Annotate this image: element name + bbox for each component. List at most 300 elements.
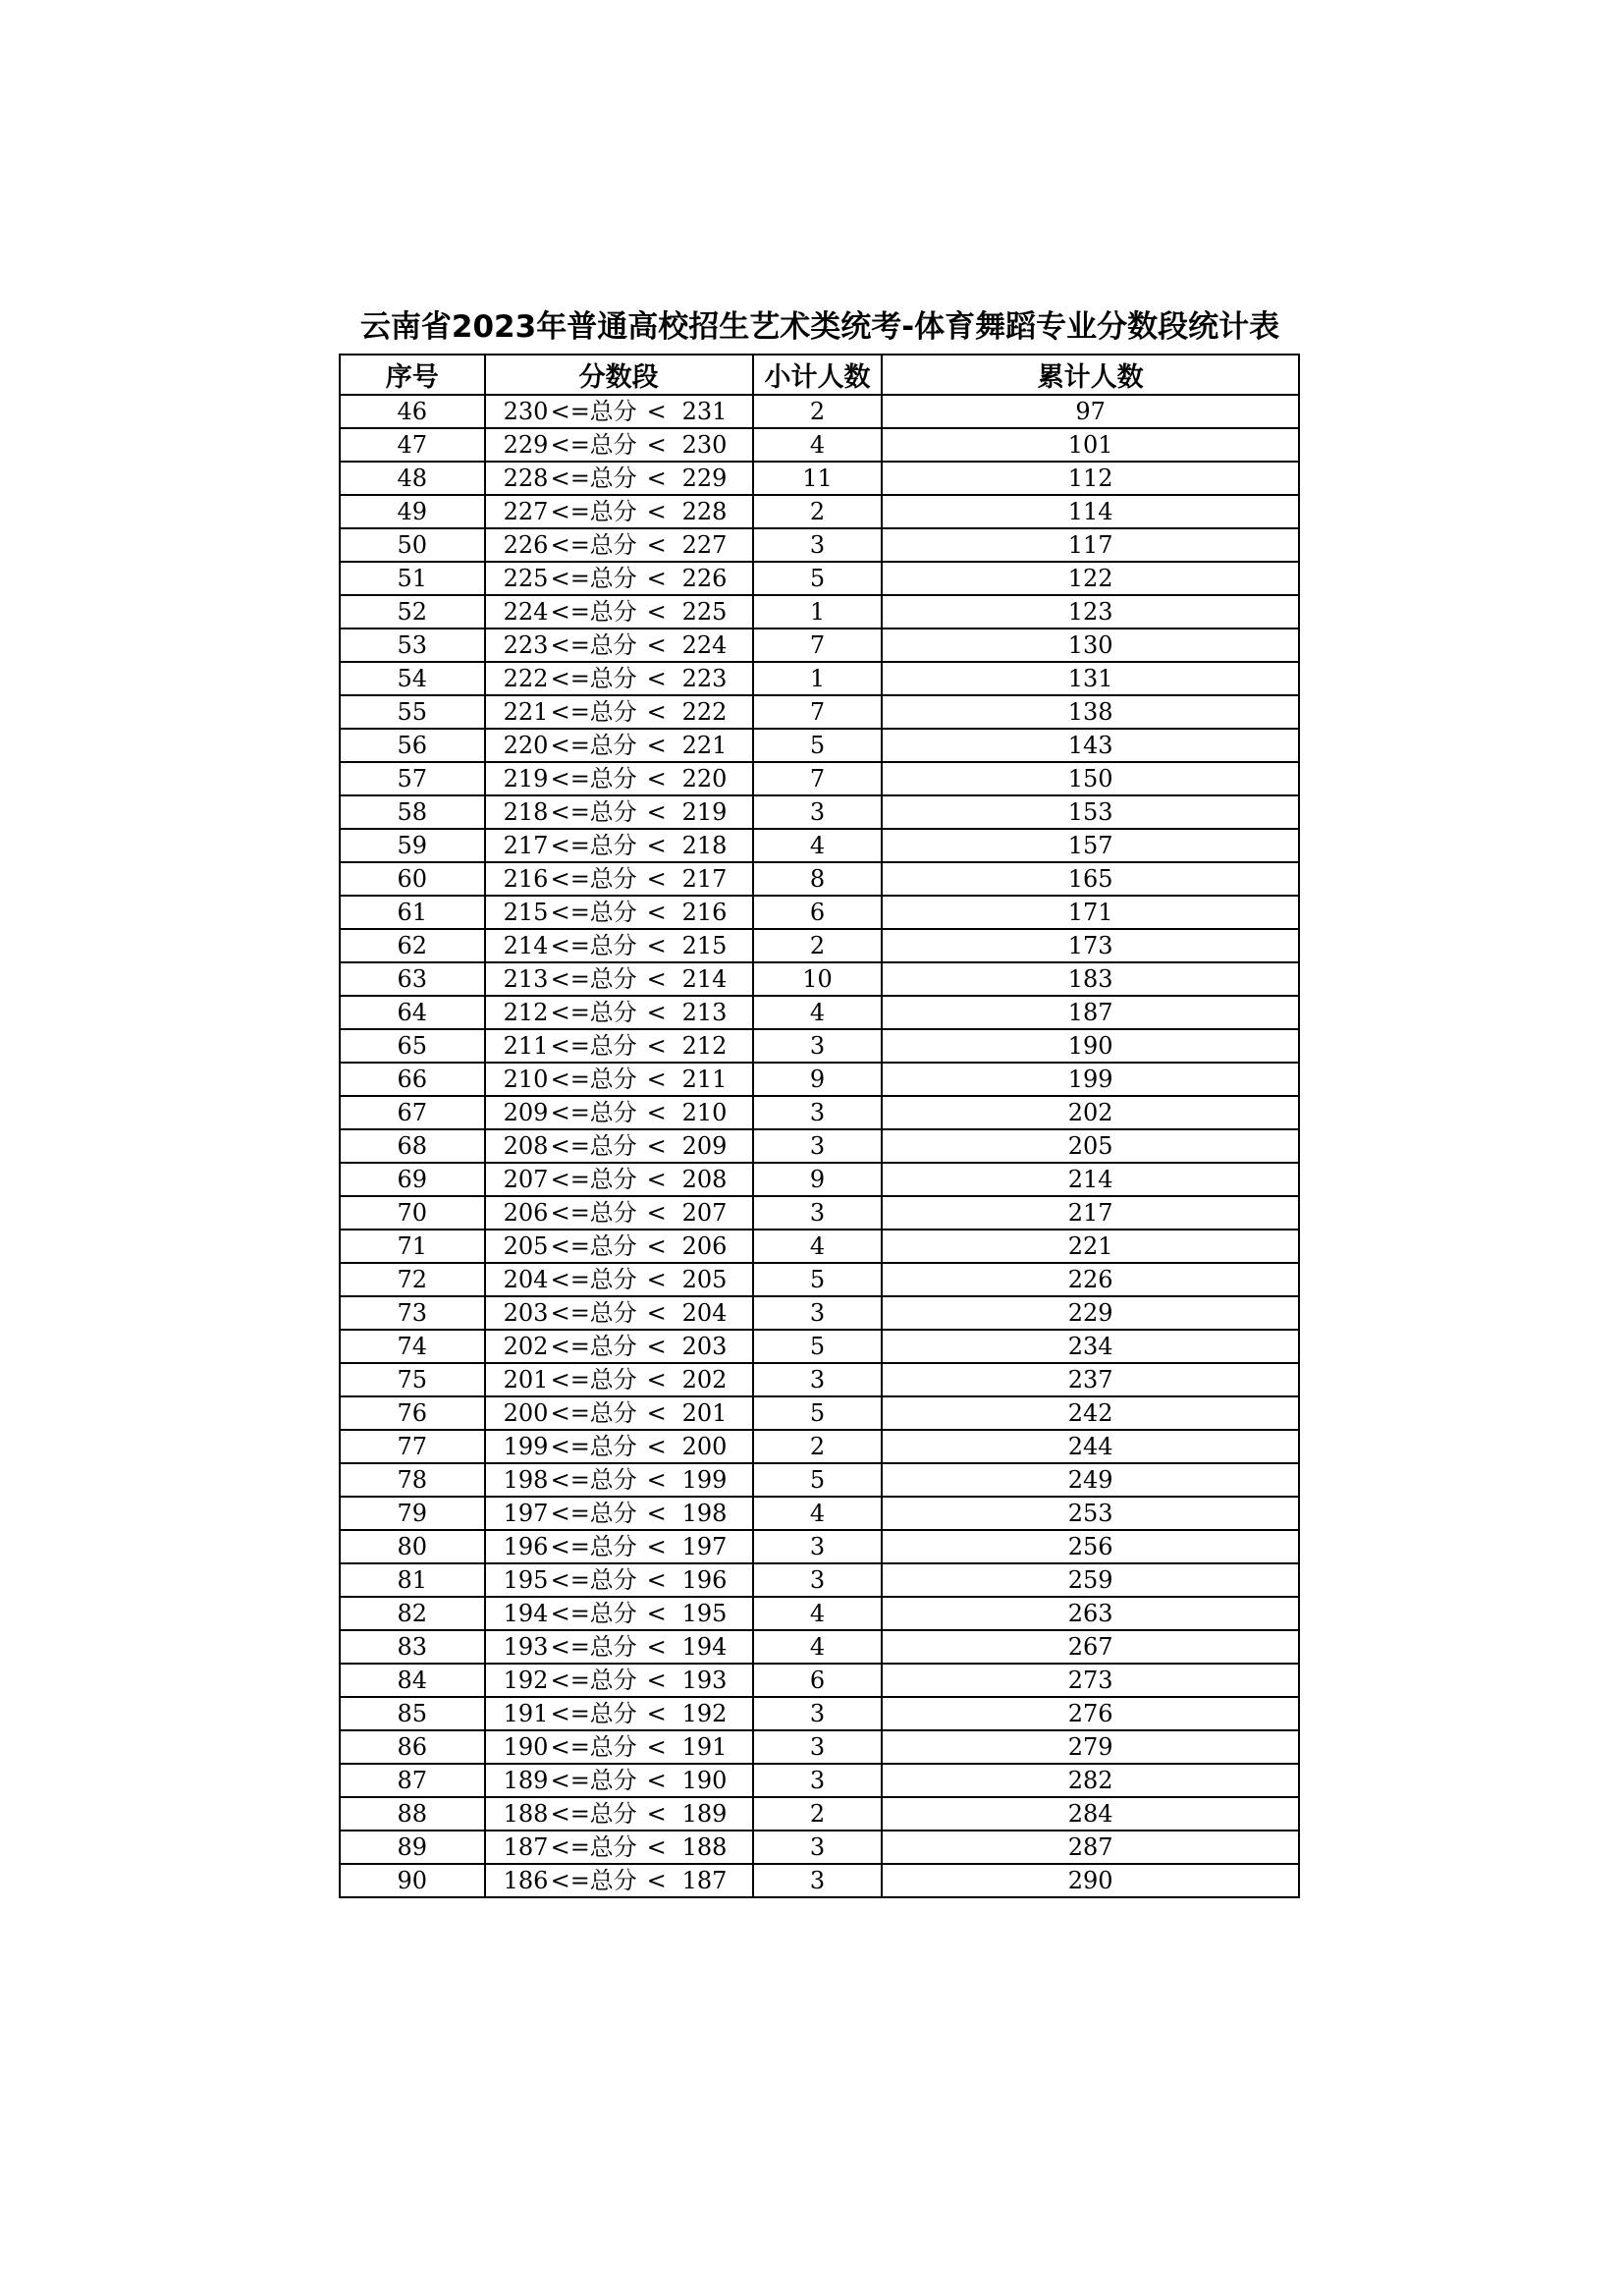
range-label: 总分 xyxy=(589,1066,637,1093)
row-subtotal: 3 xyxy=(753,1764,883,1797)
row-cumulative: 259 xyxy=(882,1563,1299,1597)
row-seq: 87 xyxy=(340,1764,485,1797)
row-seq: 88 xyxy=(340,1797,485,1831)
table-row xyxy=(340,562,1299,595)
row-subtotal: 1 xyxy=(753,595,883,629)
range-op-ge: <= xyxy=(550,565,590,592)
range-op-lt: < xyxy=(646,899,667,926)
row-cumulative: 114 xyxy=(882,495,1299,528)
row-seq: 46 xyxy=(340,395,485,428)
range-lower: 228 xyxy=(503,465,549,492)
row-cumulative: 237 xyxy=(882,1363,1299,1396)
range-lower: 199 xyxy=(503,1433,549,1460)
table-body xyxy=(340,395,1299,1897)
range-upper: 214 xyxy=(681,965,728,993)
range-label: 总分 xyxy=(589,1032,637,1060)
range-lower: 227 xyxy=(503,498,549,525)
range-label: 总分 xyxy=(589,1700,637,1727)
row-score-range xyxy=(485,1563,753,1597)
row-subtotal: 5 xyxy=(753,729,883,762)
table-row xyxy=(340,1029,1299,1063)
range-lower: 210 xyxy=(503,1066,549,1093)
range-upper: 189 xyxy=(681,1800,728,1828)
row-score-range xyxy=(485,629,753,662)
header-cumulative: 累计人数 xyxy=(882,355,1299,395)
range-op-ge: <= xyxy=(550,1667,590,1694)
range-label: 总分 xyxy=(589,1633,637,1661)
range-lower: 203 xyxy=(503,1299,549,1327)
range-op-ge: <= xyxy=(550,665,590,692)
range-op-ge: <= xyxy=(550,1733,590,1761)
row-cumulative: 279 xyxy=(882,1730,1299,1764)
row-cumulative: 205 xyxy=(882,1129,1299,1163)
range-op-ge: <= xyxy=(550,465,590,492)
range-op-ge: <= xyxy=(550,698,590,726)
row-cumulative: 199 xyxy=(882,1063,1299,1096)
row-seq: 76 xyxy=(340,1396,485,1430)
table-row xyxy=(340,595,1299,629)
range-lower: 192 xyxy=(503,1667,549,1694)
range-lower: 196 xyxy=(503,1533,549,1560)
row-seq: 89 xyxy=(340,1831,485,1864)
row-seq: 86 xyxy=(340,1730,485,1764)
range-upper: 224 xyxy=(681,631,728,659)
row-seq: 82 xyxy=(340,1597,485,1630)
row-score-range xyxy=(485,1129,753,1163)
table-row xyxy=(340,1831,1299,1864)
table-row xyxy=(340,1730,1299,1764)
header-subtotal: 小计人数 xyxy=(753,355,883,395)
row-score-range xyxy=(485,1396,753,1430)
range-label: 总分 xyxy=(589,1800,637,1828)
range-lower: 208 xyxy=(503,1132,549,1160)
range-op-lt: < xyxy=(646,1266,667,1293)
table-row xyxy=(340,1129,1299,1163)
range-op-lt: < xyxy=(646,1533,667,1560)
row-subtotal: 3 xyxy=(753,1296,883,1330)
range-upper: 199 xyxy=(681,1466,728,1494)
range-label: 总分 xyxy=(589,1466,637,1494)
range-lower: 216 xyxy=(503,865,549,893)
table-row xyxy=(340,1597,1299,1630)
row-subtotal: 4 xyxy=(753,1597,883,1630)
range-op-ge: <= xyxy=(550,1500,590,1527)
row-cumulative: 202 xyxy=(882,1096,1299,1129)
range-lower: 201 xyxy=(503,1366,549,1394)
row-score-range xyxy=(485,595,753,629)
score-distribution-table xyxy=(339,354,1300,1898)
row-seq: 61 xyxy=(340,896,485,929)
row-seq: 66 xyxy=(340,1063,485,1096)
row-subtotal: 9 xyxy=(753,1163,883,1196)
row-subtotal: 5 xyxy=(753,1330,883,1363)
row-subtotal: 2 xyxy=(753,395,883,428)
range-label: 总分 xyxy=(589,1867,637,1894)
table-row xyxy=(340,1296,1299,1330)
row-cumulative: 234 xyxy=(882,1330,1299,1363)
range-op-ge: <= xyxy=(550,798,590,826)
table-row xyxy=(340,629,1299,662)
range-lower: 189 xyxy=(503,1767,549,1794)
range-op-ge: <= xyxy=(550,1466,590,1494)
row-score-range xyxy=(485,1430,753,1463)
row-cumulative: 263 xyxy=(882,1597,1299,1630)
row-subtotal: 3 xyxy=(753,1196,883,1230)
row-cumulative: 153 xyxy=(882,795,1299,829)
range-upper: 228 xyxy=(681,498,728,525)
range-lower: 209 xyxy=(503,1099,549,1126)
range-lower: 187 xyxy=(503,1833,549,1861)
table-row xyxy=(340,462,1299,495)
range-lower: 223 xyxy=(503,631,549,659)
range-op-lt: < xyxy=(646,1767,667,1794)
range-op-ge: <= xyxy=(550,431,590,459)
range-upper: 220 xyxy=(681,765,728,793)
range-lower: 197 xyxy=(503,1500,549,1527)
range-op-ge: <= xyxy=(550,765,590,793)
range-label: 总分 xyxy=(589,1600,637,1627)
range-op-lt: < xyxy=(646,1633,667,1661)
range-op-lt: < xyxy=(646,531,667,559)
range-upper: 229 xyxy=(681,465,728,492)
row-seq: 90 xyxy=(340,1864,485,1897)
range-op-lt: < xyxy=(646,1566,667,1594)
range-label: 总分 xyxy=(589,1166,637,1193)
range-lower: 217 xyxy=(503,832,549,859)
row-cumulative: 165 xyxy=(882,862,1299,896)
row-score-range xyxy=(485,1730,753,1764)
range-op-lt: < xyxy=(646,1032,667,1060)
table-row xyxy=(340,762,1299,795)
row-seq: 52 xyxy=(340,595,485,629)
row-seq: 51 xyxy=(340,562,485,595)
row-seq: 56 xyxy=(340,729,485,762)
range-label: 总分 xyxy=(589,832,637,859)
row-score-range xyxy=(485,1764,753,1797)
range-op-lt: < xyxy=(646,631,667,659)
range-op-ge: <= xyxy=(550,732,590,759)
range-op-ge: <= xyxy=(550,1566,590,1594)
row-seq: 47 xyxy=(340,428,485,462)
table-row xyxy=(340,662,1299,695)
table-row xyxy=(340,795,1299,829)
row-seq: 80 xyxy=(340,1530,485,1563)
row-subtotal: 4 xyxy=(753,428,883,462)
table-row xyxy=(340,962,1299,996)
row-subtotal: 5 xyxy=(753,1396,883,1430)
range-label: 总分 xyxy=(589,1733,637,1761)
row-cumulative: 131 xyxy=(882,662,1299,695)
row-score-range xyxy=(485,1697,753,1730)
range-label: 总分 xyxy=(589,1132,637,1160)
range-op-lt: < xyxy=(646,1833,667,1861)
range-op-ge: <= xyxy=(550,1767,590,1794)
range-op-ge: <= xyxy=(550,398,590,425)
range-op-ge: <= xyxy=(550,1066,590,1093)
header-score-range: 分数段 xyxy=(485,355,753,395)
range-upper: 187 xyxy=(681,1867,728,1894)
range-upper: 194 xyxy=(681,1633,728,1661)
range-op-lt: < xyxy=(646,431,667,459)
range-upper: 212 xyxy=(681,1032,728,1060)
range-op-ge: <= xyxy=(550,1399,590,1427)
range-lower: 229 xyxy=(503,431,549,459)
range-op-lt: < xyxy=(646,865,667,893)
range-upper: 222 xyxy=(681,698,728,726)
range-upper: 205 xyxy=(681,1266,728,1293)
table-row xyxy=(340,1864,1299,1897)
table-row xyxy=(340,1797,1299,1831)
row-score-range xyxy=(485,862,753,896)
range-label: 总分 xyxy=(589,765,637,793)
table-row xyxy=(340,1396,1299,1430)
range-upper: 221 xyxy=(681,732,728,759)
range-op-lt: < xyxy=(646,832,667,859)
range-lower: 190 xyxy=(503,1733,549,1761)
row-subtotal: 9 xyxy=(753,1063,883,1096)
range-op-ge: <= xyxy=(550,1700,590,1727)
row-score-range xyxy=(485,795,753,829)
row-seq: 55 xyxy=(340,695,485,729)
table-row xyxy=(340,1263,1299,1296)
range-lower: 186 xyxy=(503,1867,549,1894)
range-label: 总分 xyxy=(589,1433,637,1460)
range-op-ge: <= xyxy=(550,1533,590,1560)
row-subtotal: 2 xyxy=(753,1430,883,1463)
table-row xyxy=(340,395,1299,428)
range-upper: 231 xyxy=(681,398,728,425)
row-score-range xyxy=(485,729,753,762)
row-score-range xyxy=(485,662,753,695)
row-score-range xyxy=(485,1029,753,1063)
range-op-lt: < xyxy=(646,565,667,592)
row-subtotal: 2 xyxy=(753,1797,883,1831)
table-row xyxy=(340,1330,1299,1363)
range-upper: 227 xyxy=(681,531,728,559)
range-label: 总分 xyxy=(589,999,637,1026)
range-label: 总分 xyxy=(589,965,637,993)
table-row xyxy=(340,1530,1299,1563)
row-subtotal: 3 xyxy=(753,1864,883,1897)
range-upper: 200 xyxy=(681,1433,728,1460)
range-label: 总分 xyxy=(589,1366,637,1394)
row-score-range xyxy=(485,395,753,428)
range-op-lt: < xyxy=(646,965,667,993)
row-subtotal: 2 xyxy=(753,495,883,528)
range-upper: 190 xyxy=(681,1767,728,1794)
row-cumulative: 122 xyxy=(882,562,1299,595)
range-label: 总分 xyxy=(589,431,637,459)
row-cumulative: 173 xyxy=(882,929,1299,962)
row-subtotal: 4 xyxy=(753,996,883,1029)
row-score-range xyxy=(485,1664,753,1697)
row-score-range xyxy=(485,962,753,996)
table-row xyxy=(340,1196,1299,1230)
row-seq: 59 xyxy=(340,829,485,862)
row-seq: 72 xyxy=(340,1263,485,1296)
row-cumulative: 256 xyxy=(882,1530,1299,1563)
range-op-lt: < xyxy=(646,1099,667,1126)
row-subtotal: 3 xyxy=(753,1029,883,1063)
row-score-range xyxy=(485,528,753,562)
row-score-range xyxy=(485,428,753,462)
row-score-range xyxy=(485,462,753,495)
row-subtotal: 4 xyxy=(753,1497,883,1530)
row-cumulative: 249 xyxy=(882,1463,1299,1497)
table-row xyxy=(340,1463,1299,1497)
row-seq: 64 xyxy=(340,996,485,1029)
range-lower: 218 xyxy=(503,798,549,826)
range-label: 总分 xyxy=(589,1099,637,1126)
row-score-range xyxy=(485,1230,753,1263)
range-op-lt: < xyxy=(646,1800,667,1828)
range-label: 总分 xyxy=(589,398,637,425)
table-row xyxy=(340,1063,1299,1096)
range-lower: 191 xyxy=(503,1700,549,1727)
row-score-range xyxy=(485,1630,753,1664)
range-op-ge: <= xyxy=(550,1032,590,1060)
row-seq: 70 xyxy=(340,1196,485,1230)
range-op-ge: <= xyxy=(550,1633,590,1661)
range-upper: 219 xyxy=(681,798,728,826)
row-cumulative: 267 xyxy=(882,1630,1299,1664)
range-op-lt: < xyxy=(646,1333,667,1360)
table-row xyxy=(340,729,1299,762)
row-subtotal: 3 xyxy=(753,1129,883,1163)
row-subtotal: 4 xyxy=(753,1630,883,1664)
range-lower: 226 xyxy=(503,531,549,559)
row-subtotal: 3 xyxy=(753,1563,883,1597)
range-upper: 188 xyxy=(681,1833,728,1861)
row-seq: 50 xyxy=(340,528,485,562)
row-cumulative: 171 xyxy=(882,896,1299,929)
row-score-range xyxy=(485,929,753,962)
range-upper: 193 xyxy=(681,1667,728,1694)
row-cumulative: 226 xyxy=(882,1263,1299,1296)
row-cumulative: 130 xyxy=(882,629,1299,662)
range-op-lt: < xyxy=(646,1667,667,1694)
range-label: 总分 xyxy=(589,1266,637,1293)
range-op-lt: < xyxy=(646,1600,667,1627)
range-upper: 211 xyxy=(681,1066,728,1093)
range-op-ge: <= xyxy=(550,598,590,626)
row-score-range xyxy=(485,1363,753,1396)
row-seq: 75 xyxy=(340,1363,485,1396)
range-op-lt: < xyxy=(646,798,667,826)
row-subtotal: 3 xyxy=(753,528,883,562)
row-seq: 58 xyxy=(340,795,485,829)
range-lower: 225 xyxy=(503,565,549,592)
range-op-lt: < xyxy=(646,465,667,492)
range-lower: 224 xyxy=(503,598,549,626)
row-subtotal: 5 xyxy=(753,562,883,595)
range-op-lt: < xyxy=(646,1433,667,1460)
range-op-ge: <= xyxy=(550,1366,590,1394)
range-upper: 210 xyxy=(681,1099,728,1126)
range-label: 总分 xyxy=(589,1333,637,1360)
table-row xyxy=(340,1430,1299,1463)
range-op-ge: <= xyxy=(550,1132,590,1160)
row-seq: 74 xyxy=(340,1330,485,1363)
row-score-range xyxy=(485,762,753,795)
row-cumulative: 183 xyxy=(882,962,1299,996)
row-seq: 71 xyxy=(340,1230,485,1263)
range-op-lt: < xyxy=(646,1733,667,1761)
row-subtotal: 7 xyxy=(753,629,883,662)
row-seq: 53 xyxy=(340,629,485,662)
row-cumulative: 217 xyxy=(882,1196,1299,1230)
row-seq: 84 xyxy=(340,1664,485,1697)
range-op-ge: <= xyxy=(550,1232,590,1260)
range-op-ge: <= xyxy=(550,1867,590,1894)
row-subtotal: 1 xyxy=(753,662,883,695)
row-cumulative: 214 xyxy=(882,1163,1299,1196)
range-op-ge: <= xyxy=(550,1099,590,1126)
row-score-range xyxy=(485,1163,753,1196)
range-op-lt: < xyxy=(646,498,667,525)
row-subtotal: 7 xyxy=(753,695,883,729)
table-row xyxy=(340,1630,1299,1664)
range-op-lt: < xyxy=(646,1399,667,1427)
row-seq: 63 xyxy=(340,962,485,996)
row-cumulative: 253 xyxy=(882,1497,1299,1530)
range-op-lt: < xyxy=(646,398,667,425)
range-lower: 205 xyxy=(503,1232,549,1260)
range-lower: 215 xyxy=(503,899,549,926)
row-cumulative: 244 xyxy=(882,1430,1299,1463)
range-label: 总分 xyxy=(589,465,637,492)
row-score-range xyxy=(485,829,753,862)
range-label: 总分 xyxy=(589,698,637,726)
range-label: 总分 xyxy=(589,899,637,926)
range-op-lt: < xyxy=(646,765,667,793)
row-score-range xyxy=(485,1497,753,1530)
range-upper: 209 xyxy=(681,1132,728,1160)
row-subtotal: 3 xyxy=(753,1831,883,1864)
row-cumulative: 138 xyxy=(882,695,1299,729)
row-cumulative: 117 xyxy=(882,528,1299,562)
row-seq: 49 xyxy=(340,495,485,528)
row-subtotal: 3 xyxy=(753,1730,883,1764)
table-row xyxy=(340,862,1299,896)
row-cumulative: 190 xyxy=(882,1029,1299,1063)
row-subtotal: 7 xyxy=(753,762,883,795)
range-op-lt: < xyxy=(646,1366,667,1394)
row-seq: 60 xyxy=(340,862,485,896)
range-op-ge: <= xyxy=(550,965,590,993)
row-score-range xyxy=(485,1864,753,1897)
range-op-ge: <= xyxy=(550,1299,590,1327)
range-label: 总分 xyxy=(589,565,637,592)
range-op-lt: < xyxy=(646,732,667,759)
row-seq: 73 xyxy=(340,1296,485,1330)
range-label: 总分 xyxy=(589,1667,637,1694)
range-label: 总分 xyxy=(589,732,637,759)
row-seq: 77 xyxy=(340,1430,485,1463)
row-score-range xyxy=(485,495,753,528)
row-cumulative: 150 xyxy=(882,762,1299,795)
row-score-range xyxy=(485,1096,753,1129)
row-seq: 57 xyxy=(340,762,485,795)
range-op-ge: <= xyxy=(550,531,590,559)
range-lower: 214 xyxy=(503,932,549,959)
row-cumulative: 229 xyxy=(882,1296,1299,1330)
row-score-range xyxy=(485,896,753,929)
row-subtotal: 6 xyxy=(753,1664,883,1697)
row-seq: 54 xyxy=(340,662,485,695)
range-upper: 197 xyxy=(681,1533,728,1560)
row-subtotal: 6 xyxy=(753,896,883,929)
